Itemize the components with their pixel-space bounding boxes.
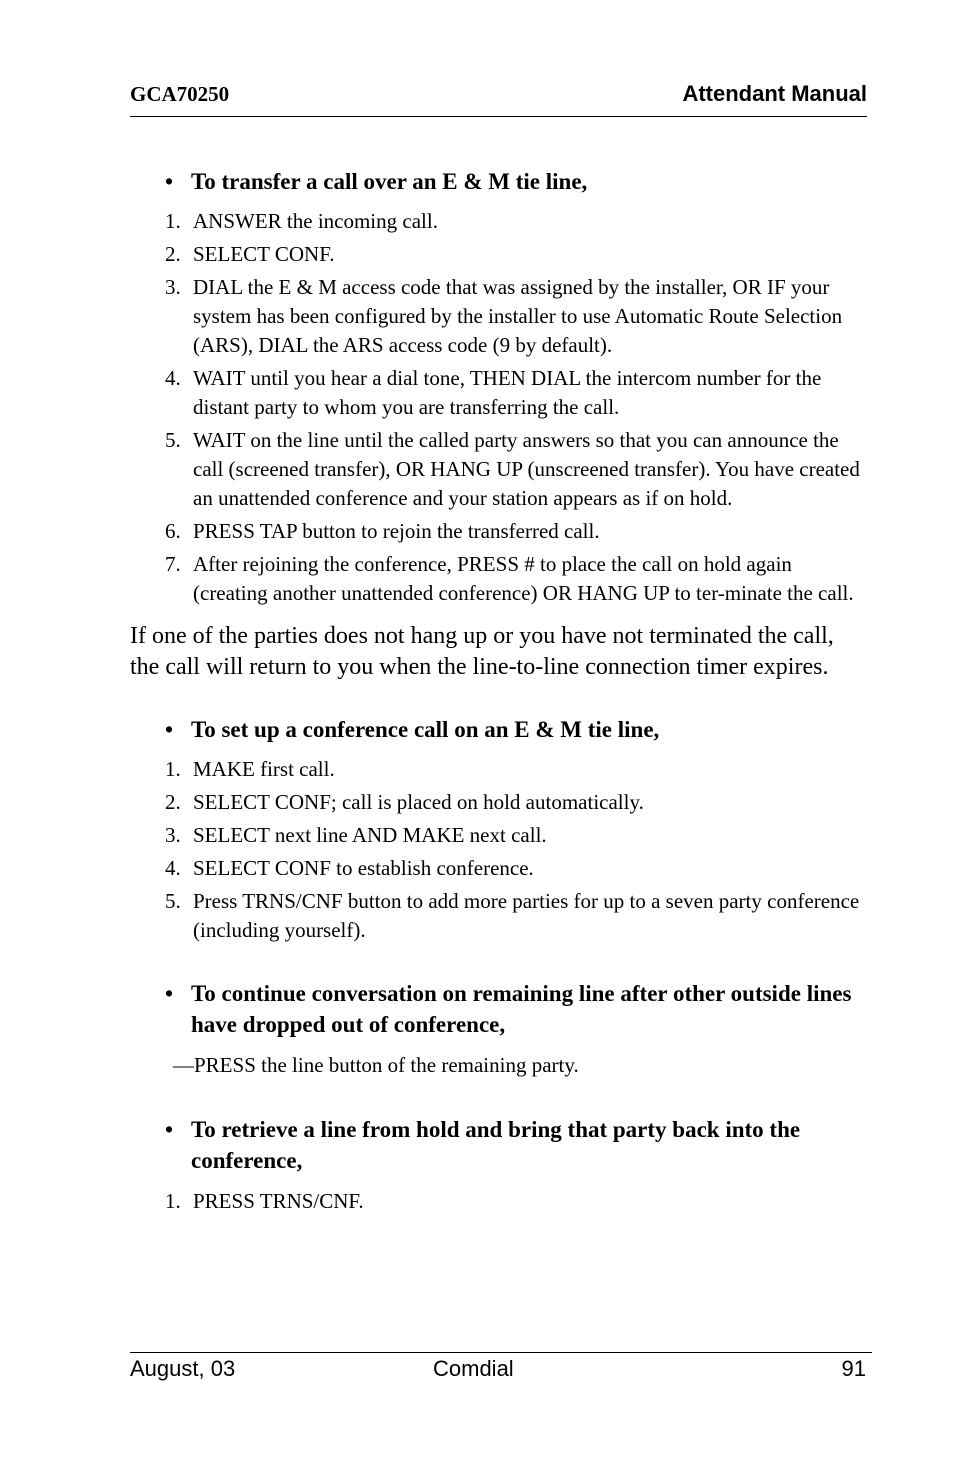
step-text: WAIT until you hear a dial tone, THEN DIAL the intercom number for the distant party to whom you are transferring the call. [193, 366, 822, 419]
transfer-heading [165, 166, 868, 197]
retrieve-heading-text: To retrieve a line from hold and bring that party back into the conference, [191, 1117, 801, 1173]
timer-note: If one of the parties does not hang up or you have not terminated the call, the call will return to you when the line-to-line connection timer expires. [130, 623, 834, 680]
continue-heading [165, 978, 868, 1040]
step-text: PRESS TRNS/CNF. [193, 1189, 364, 1213]
step-item: 1. PRESS TRNS/CNF. [165, 1189, 364, 1213]
retrieve-steps [130, 1187, 868, 1216]
step-text: SELECT CONF; call is placed on hold automatically. [193, 790, 644, 814]
bullet-icon: • [165, 1117, 174, 1142]
conference-heading-text: To set up a conference call on an E & M tie line, [191, 717, 660, 742]
transfer-heading-text: To transfer a call over an E & M tie line, [191, 169, 588, 194]
retrieve-heading [165, 1114, 868, 1176]
transfer-steps [130, 207, 868, 608]
step-item: 5. Press TRNS/CNF button to add more parties for up to a seven party conference (including yourself). [165, 889, 860, 942]
step-item: 3. SELECT next line AND MAKE next call. [165, 823, 547, 847]
conference-steps [130, 755, 868, 945]
step-item: 4. SELECT CONF to establish conference. [165, 856, 534, 880]
page-content [130, 166, 868, 1220]
manual-title: Attendant Manual [682, 81, 867, 106]
step-text: SELECT CONF. [193, 242, 335, 266]
bullet-icon: • [165, 981, 174, 1006]
step-item: 1. MAKE first call. [165, 757, 335, 781]
bullet-icon: • [165, 169, 174, 194]
step-item: 5. WAIT on the line until the called party answers so that you can announce the call (screened transfer), OR HANG UP (unscreened transfer). You have created an unattended conference and your station appears as if on hold. [165, 428, 860, 510]
step-text: MAKE first call. [193, 757, 335, 781]
footer-company: Comdial [433, 1356, 514, 1381]
step-text: ANSWER the incoming call. [193, 209, 438, 233]
step-text: WAIT on the line until the called party answers so that you can announce the call (screened transfer), OR HANG UP (unscreened transfer). You have created an unattended conference and your station appears as if on hold. [193, 428, 860, 510]
bullet-icon: • [165, 717, 174, 742]
step-text: SELECT next line AND MAKE next call. [193, 823, 547, 847]
page-header [130, 80, 867, 117]
conference-heading [165, 714, 868, 745]
page-footer [130, 1352, 872, 1381]
step-text: PRESS TAP button to rejoin the transferred call. [193, 519, 600, 543]
step-item: 1. ANSWER the incoming call. [165, 209, 438, 233]
step-text: SELECT CONF to establish conference. [193, 856, 534, 880]
footer-date: August, 03 [130, 1356, 236, 1381]
doc-id: GCA70250 [130, 82, 230, 106]
step-item: 2. SELECT CONF; call is placed on hold automatically. [165, 790, 644, 814]
page-number: 91 [841, 1356, 866, 1381]
continue-instruction: —PRESS the line button of the remaining party. [173, 1053, 579, 1077]
step-item: 3. DIAL the E & M access code that was assigned by the installer, OR IF your system has been configured by the installer to use Automatic Route Selection (ARS), DIAL the ARS access code (9 by default). [165, 275, 843, 357]
step-item: 6. PRESS TAP button to rejoin the transferred call. [165, 519, 600, 543]
step-item: 7. After rejoining the conference, PRESS # to place the call on hold again (creating another unattended conference) OR HANG UP to ter-minate the call. [165, 552, 854, 605]
step-text: After rejoining the conference, PRESS # to place the call on hold again (creating another unattended conference) OR HANG UP to ter-minate the call. [193, 552, 854, 605]
step-item: 4. WAIT until you hear a dial tone, THEN DIAL the intercom number for the distant party to whom you are transferring the call. [165, 366, 822, 419]
continue-heading-text: To continue conversation on remaining line after other outside lines have dropped out of conference, [191, 981, 852, 1037]
step-text: Press TRNS/CNF button to add more parties for up to a seven party conference (including yourself). [193, 889, 860, 942]
step-text: DIAL the E & M access code that was assigned by the installer, OR IF your system has been configured by the installer to use Automatic Route Selection (ARS), DIAL the ARS access code (9 by default). [193, 275, 843, 357]
step-item: 2. SELECT CONF. [165, 242, 335, 266]
